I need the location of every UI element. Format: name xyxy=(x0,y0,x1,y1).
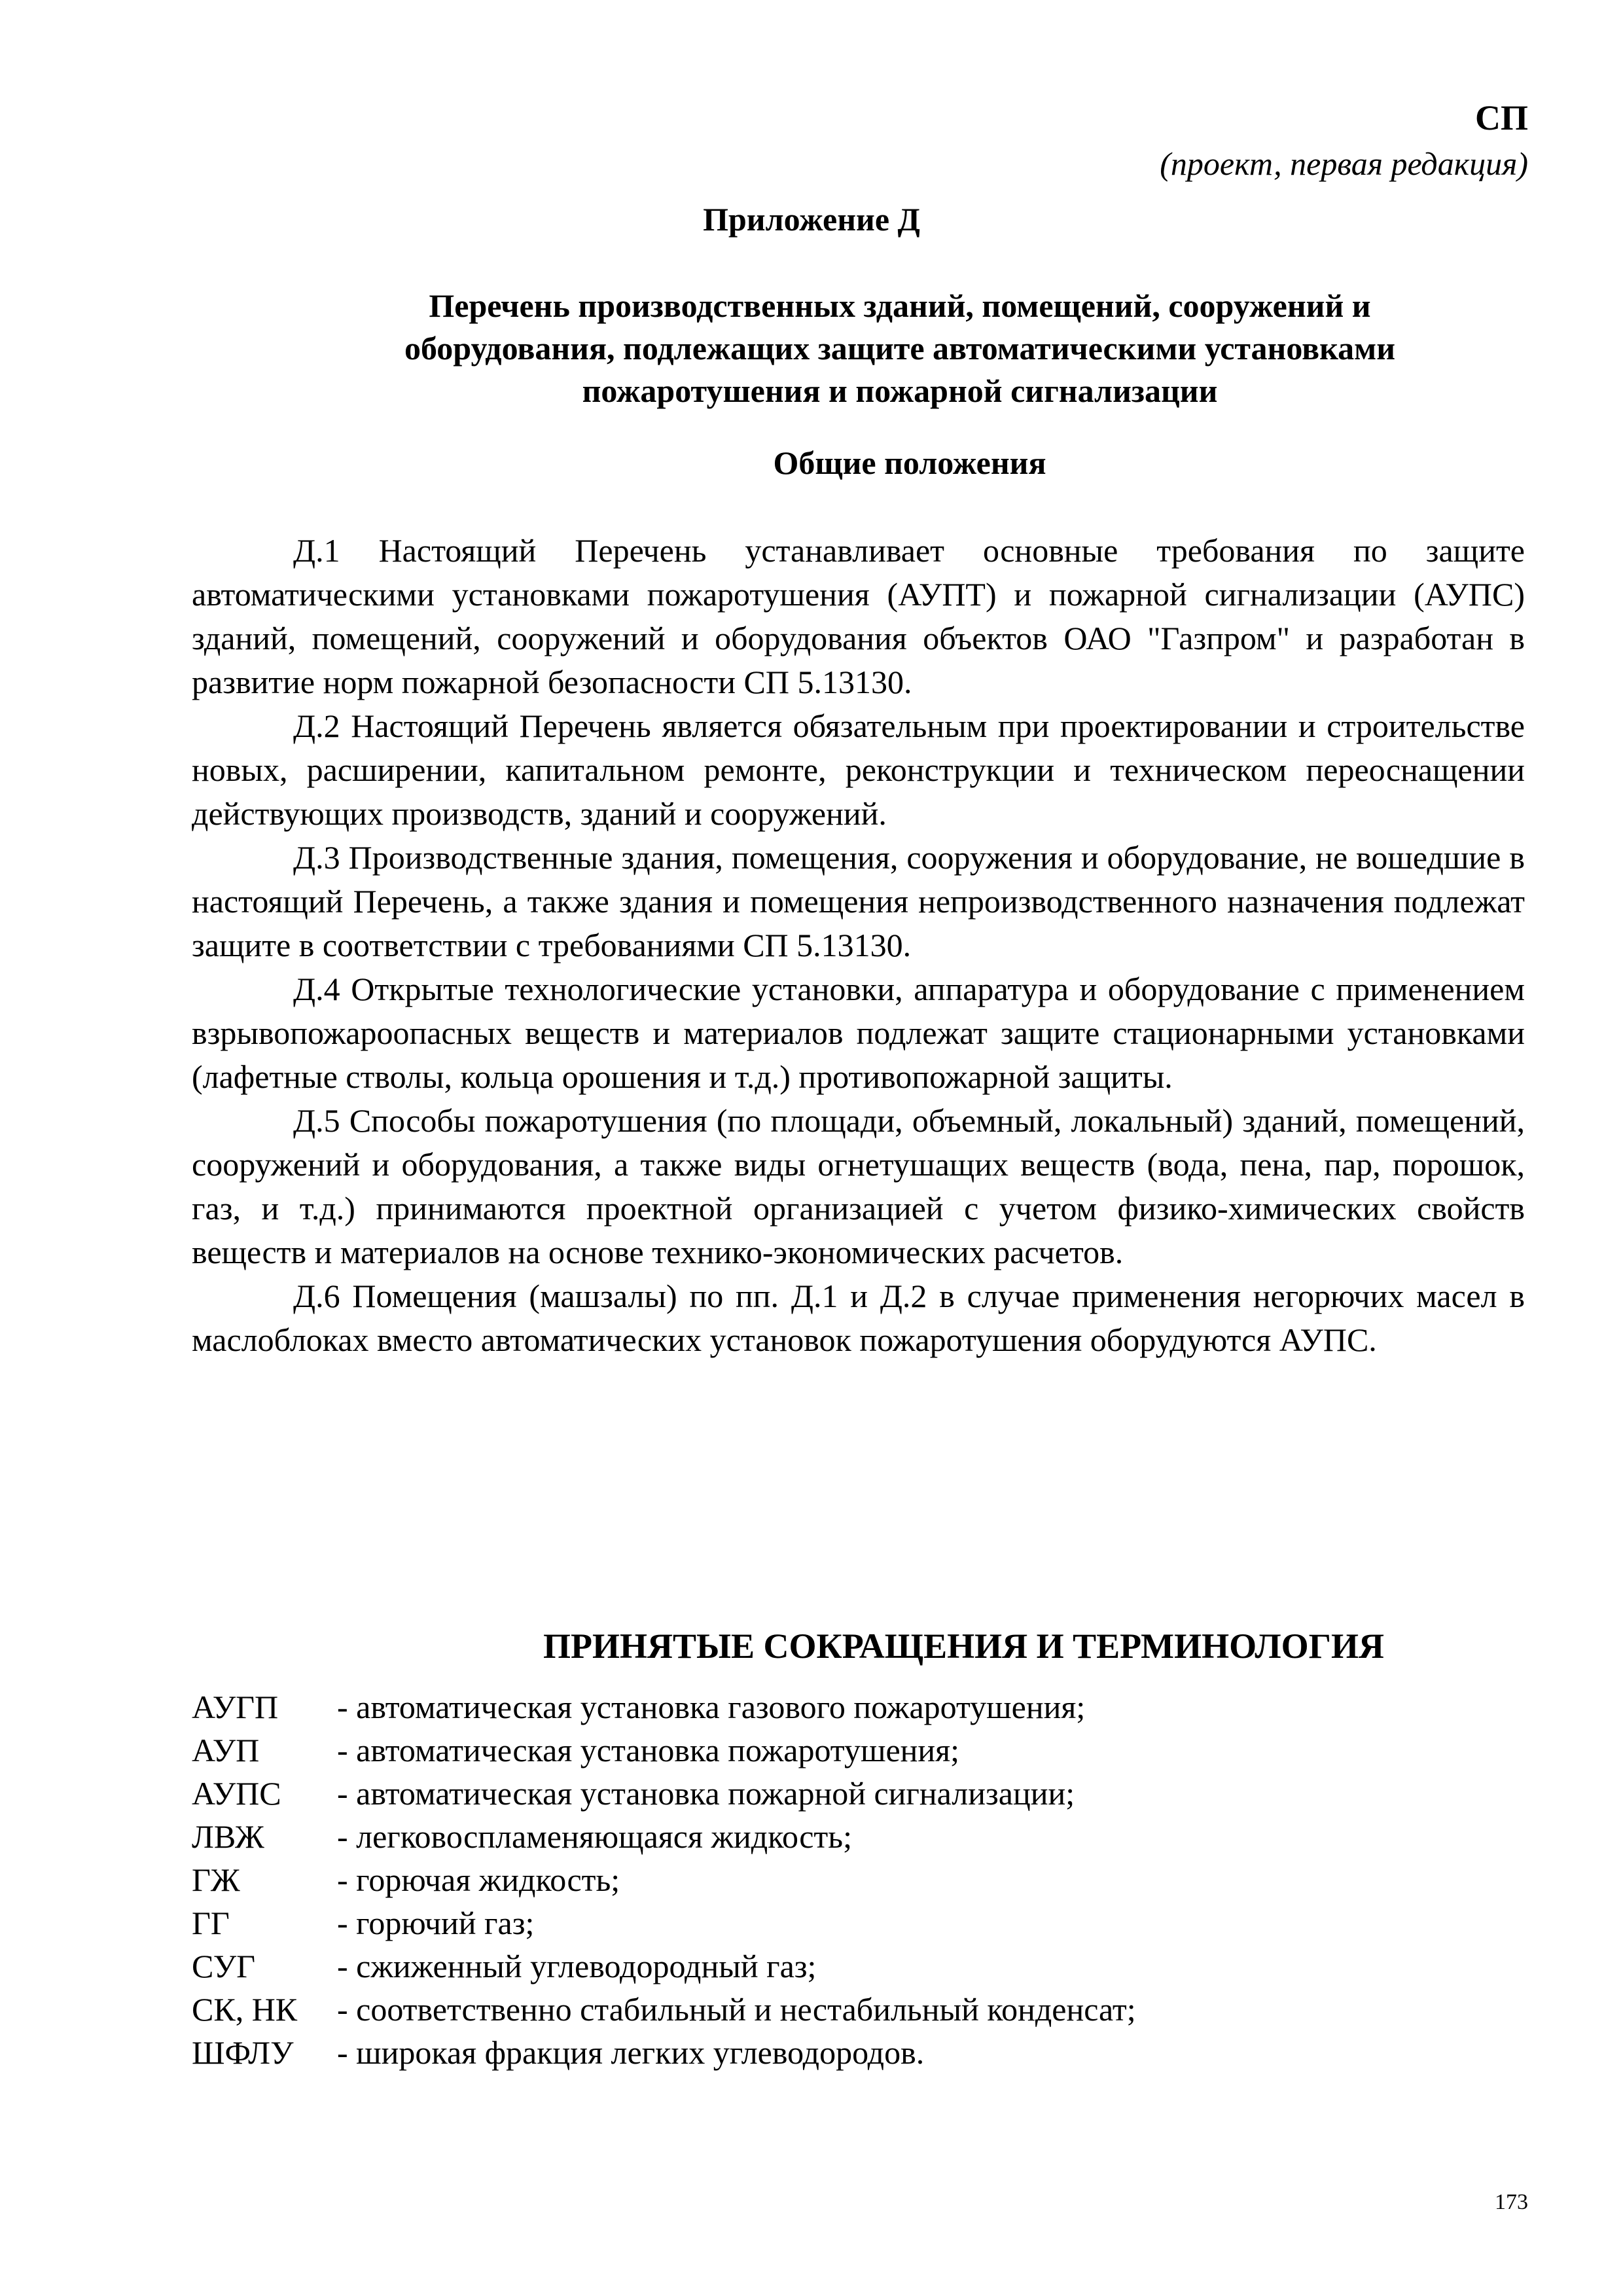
list-item xyxy=(192,1988,1136,2031)
list-item xyxy=(192,1901,1136,1945)
paragraph-d5: Д.5 Способы пожаротушения (по площади, объемный, локальный) зданий, помещений, сооружений и оборудования, а также виды огнетушащих веществ (вода, пена, пар, порошок, газ, и т.д.) принимаются проектной организацией с учетом физико-химических свойств веществ и материалов на основе технико-экономических расчетов. xyxy=(192,1102,1525,1270)
abbreviation-definition: - автоматическая установка пожарной сигнализации; xyxy=(337,1775,1075,1812)
abbreviation: ГГ xyxy=(192,1905,230,1941)
abbreviation-definition: - сжиженный углеводородный газ; xyxy=(337,1948,817,1984)
document-status: (проект, первая редакция) xyxy=(1160,145,1528,182)
document-code: СП xyxy=(1475,98,1528,137)
abbreviation: АУГП xyxy=(192,1689,279,1725)
abbreviation-definition: - легковоспламеняющаяся жидкость; xyxy=(337,1818,852,1855)
appendix-title: Приложение Д xyxy=(703,201,920,238)
list-item xyxy=(192,1858,1136,1901)
paragraph-d4: Д.4 Открытые технологические установки, аппаратура и оборудование с применением взрывопожароопасных веществ и материалов подлежат защите стационарными установками (лафетные стволы, кольца орошения и т.д.) противопожарной защиты. xyxy=(192,971,1525,1095)
list-title-line: Перечень производственных зданий, помещений, сооружений и xyxy=(429,287,1371,324)
paragraph-d2: Д.2 Настоящий Перечень является обязательным при проектировании и строительстве новых, расширении, капитальном ремонте, реконструкции и техническом переоснащении действующих производств, зданий и сооружений. xyxy=(192,708,1525,832)
section-title: Общие положения xyxy=(773,444,1046,481)
abbreviation-definition: - широкая фракция легких углеводородов. xyxy=(337,2034,925,2071)
abbreviation: АУП xyxy=(192,1732,260,1768)
list-title xyxy=(196,285,1603,412)
general-provisions xyxy=(192,529,1525,1362)
terms-title: ПРИНЯТЫЕ СОКРАЩЕНИЯ И ТЕРМИНОЛОГИЯ xyxy=(543,1626,1384,1666)
abbreviation-definition: - горючий газ; xyxy=(337,1905,535,1941)
paragraph-d3: Д.3 Производственные здания, помещения, сооружения и оборудование, не вошедшие в настоящий Перечень, а также здания и помещения непроизводственного назначения подлежат защите в соответствии с требованиями СП 5.13130. xyxy=(192,839,1525,963)
abbreviation-definition: - горючая жидкость; xyxy=(337,1861,620,1898)
list-item xyxy=(192,1729,1136,1772)
abbreviation: СК, НК xyxy=(192,1991,298,2028)
list-item xyxy=(192,1815,1136,1858)
list-title-line: оборудования, подлежащих защите автоматическими установками xyxy=(404,330,1396,367)
abbreviation: АУПС xyxy=(192,1775,281,1812)
list-item xyxy=(192,1685,1136,1729)
list-title-line: пожаротушения и пожарной сигнализации xyxy=(582,372,1218,409)
abbreviation: ГЖ xyxy=(192,1861,240,1898)
abbreviation-list xyxy=(192,1685,1136,2074)
abbreviation: ШФЛУ xyxy=(192,2034,294,2071)
abbreviation: СУГ xyxy=(192,1948,255,1984)
abbreviation-definition: - соответственно стабильный и нестабильный конденсат; xyxy=(337,1991,1136,2028)
paragraph-d6: Д.6 Помещения (машзалы) по пп. Д.1 и Д.2 в случае применения негорючих масел в маслоблоках вместо автоматических установок пожаротушения оборудуются АУПС. xyxy=(192,1278,1525,1358)
paragraph-d1: Д.1 Настоящий Перечень устанавливает основные требования по защите автоматическими установками пожаротушения (АУПТ) и пожарной сигнализации (АУПС) зданий, помещений, сооружений и оборудования объектов ОАО "Газпром" и разработан в развитие норм пожарной безопасности СП 5.13130. xyxy=(192,532,1525,700)
list-item xyxy=(192,2031,1136,2074)
list-item xyxy=(192,1945,1136,1988)
abbreviation-definition: - автоматическая установка газового пожаротушения; xyxy=(337,1689,1086,1725)
page-number: 173 xyxy=(1495,2190,1528,2214)
abbreviation-definition: - автоматическая установка пожаротушения; xyxy=(337,1732,960,1768)
list-item xyxy=(192,1772,1136,1815)
abbreviation: ЛВЖ xyxy=(192,1818,264,1855)
